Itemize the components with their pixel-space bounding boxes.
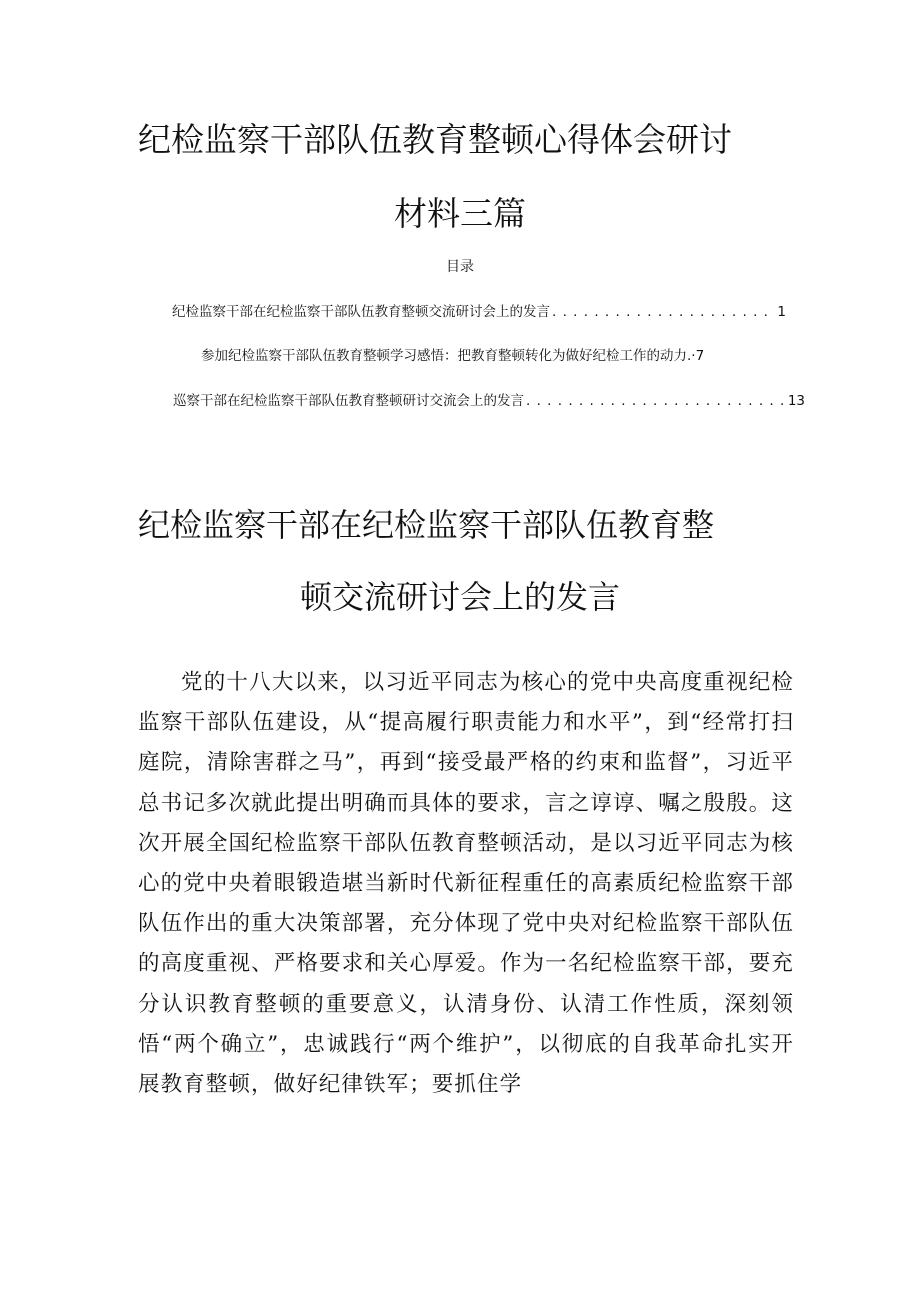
toc-entry[interactable] bbox=[173, 389, 805, 409]
toc-entry-title: 参加纪检监察干部队伍教育整顿学习感悟：把教育整顿转化为做好纪检工作的动力. bbox=[201, 348, 692, 364]
toc-entry-page: ·7 bbox=[691, 348, 705, 364]
section-title-line-1: 纪检监察干部在纪检监察干部队伍教育整 bbox=[138, 506, 715, 544]
toc-leader-dots bbox=[552, 304, 775, 320]
toc-leader-dots bbox=[526, 393, 786, 409]
toc-entry[interactable] bbox=[172, 300, 786, 320]
toc-entry[interactable] bbox=[201, 344, 785, 364]
document-title-line-2: 材料三篇 bbox=[394, 194, 526, 233]
toc-heading: 目录 bbox=[446, 259, 474, 275]
section-title-line-2: 顿交流研讨会上的发言 bbox=[299, 578, 620, 616]
document-title-line-1: 纪检监察干部队伍教育整顿心得体会研讨 bbox=[138, 120, 732, 159]
toc-entry-page: 1 bbox=[777, 304, 786, 320]
body-paragraph: 党的十八大以来，以习近平同志为核心的党中央高度重视纪检监察干部队伍建设，从“提高履行职责能力和水平”，到“经常打扫庭院，清除害群之马”，再到“接受最严格的约束和监督”，习近平总书记多次就此提出明确而具体的要求，言之谆谆、嘱之殷殷。这次开展全国纪检监察干部队伍教育整顿活动，是以习近平同志为核心的党中央着眼锻造堪当新时代新征程重任的高素质纪检监察干部队伍作出的重大决策部署，充分体现了党中央对纪检监察干部队伍的高度重视、严格要求和关心厚爱。作为一名纪检监察干部，要充分认识教育整顿的重要意义，认清身份、认清工作性质，深刻领悟“两个确立”，忠诚践行“两个维护”，以彻底的自我革命扎实开展教育整顿，做好纪律铁军；要抓住学 bbox=[138, 670, 794, 1098]
toc-entry-page: 13 bbox=[787, 393, 805, 409]
toc-entry-title: 纪检监察干部在纪检监察干部队伍教育整顿交流研讨会上的发言 bbox=[172, 304, 550, 320]
toc-entry-title: 巡察干部在纪检监察干部队伍教育整顿研讨交流会上的发言 bbox=[173, 393, 524, 409]
